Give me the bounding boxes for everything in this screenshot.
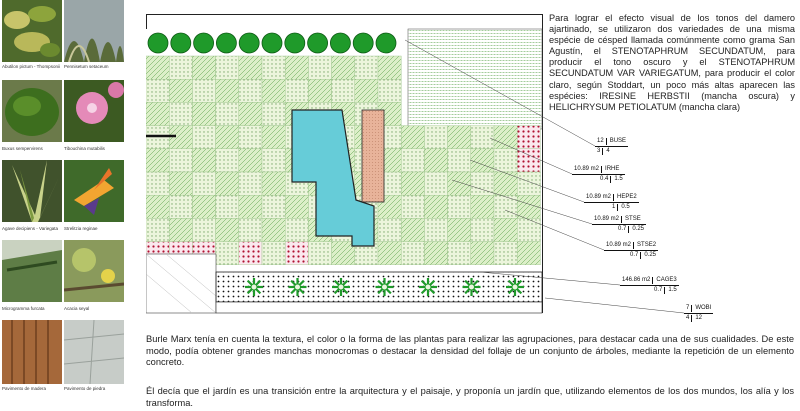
photo-caption: Pavimento de piedra xyxy=(64,386,106,391)
lawn-tile xyxy=(494,126,517,149)
lawn-tile xyxy=(401,172,424,195)
legend-value: 12 xyxy=(691,315,702,322)
photo-pennisetum xyxy=(64,0,124,62)
photo-caption: Agave decipiens - Variegata xyxy=(2,226,58,231)
lawn-tile xyxy=(239,195,262,218)
legend-area: 10.89 m2 xyxy=(574,166,600,172)
legend-value: 0.4 xyxy=(600,176,609,182)
tree xyxy=(353,33,373,53)
flower-bed xyxy=(517,126,540,149)
lawn-tile xyxy=(424,195,447,218)
lawn-tile xyxy=(146,56,169,79)
photo-agave xyxy=(2,160,62,222)
lawn-tile xyxy=(448,172,471,195)
lawn-tile xyxy=(146,149,169,172)
lawn-tile xyxy=(401,126,424,149)
shrub xyxy=(332,278,350,296)
legend-value: 1 xyxy=(612,204,616,210)
tree xyxy=(194,33,214,53)
tree xyxy=(376,33,396,53)
lawn-tile xyxy=(471,195,494,218)
lawn-tile xyxy=(401,218,424,241)
legend-code: STSE2 xyxy=(633,242,656,249)
legend-value: 3 xyxy=(597,148,601,154)
legend-area: 10.89 m2 xyxy=(606,242,632,248)
tree xyxy=(216,33,236,53)
lawn-tile xyxy=(448,126,471,149)
legend-code: BUSE xyxy=(606,138,626,145)
photo-strelitzia xyxy=(64,160,124,222)
legend-value: 0.25 xyxy=(628,226,644,233)
legend-value: 1.5 xyxy=(664,287,676,294)
lawn-tile xyxy=(355,79,378,102)
legend-code: STSE xyxy=(621,216,641,223)
tree xyxy=(308,33,328,53)
lawn-tile xyxy=(216,172,239,195)
photo-abutilon xyxy=(2,0,62,62)
lawn-tile xyxy=(262,79,285,102)
lawn-tile xyxy=(378,242,401,265)
shrub xyxy=(419,278,437,296)
legend-count: 7 xyxy=(686,305,690,311)
lawn-tile xyxy=(517,242,540,265)
shrub xyxy=(506,278,524,296)
photo-caption: Tibouchina mutabilis xyxy=(64,146,105,151)
tree xyxy=(239,33,259,53)
lawn-tile xyxy=(216,126,239,149)
photo-caption: Buxus sempervirens xyxy=(2,146,43,151)
lawn-tile xyxy=(239,102,262,125)
photo-caption: Pennisetum setaceum xyxy=(64,64,109,69)
lawn-tile xyxy=(239,149,262,172)
photo-microgramma xyxy=(2,240,62,302)
flower-bed xyxy=(239,242,262,265)
lawn-tile xyxy=(494,172,517,195)
lawn-tile xyxy=(471,149,494,172)
lawn-tile xyxy=(448,218,471,241)
lawn-tile xyxy=(424,149,447,172)
tree xyxy=(262,33,282,53)
legend-code: HEPE2 xyxy=(613,194,637,201)
lawn-tile xyxy=(262,126,285,149)
legend-code: IRHE xyxy=(601,166,619,173)
lawn-tile xyxy=(424,242,447,265)
legend-irhe xyxy=(572,166,625,183)
intro-paragraph: Para lograr el efecto visual de los tonos del damero ajartinado, se utilizaron dos variedades de una misma espécie de césped llamada comúnmente como grama San Agustín, el STENOTAPHRUM SECUNDATUM, para producir el tono oscuro y el STENOTAPHRUM SECUNDATUM VAR VARIEGATUM, para producir el color claro, según Stoddart, un poco más altas aparecen las espécies: IRESINE HERBSTII (mancha oscura) y HELICHRYSUM PETIOLATUM (mancha clara) xyxy=(549,13,795,112)
lawn-tile xyxy=(216,79,239,102)
lawn-tile xyxy=(192,56,215,79)
legend-area: 146.86 m2 xyxy=(622,277,651,283)
tree xyxy=(148,33,168,53)
plant-photo-column xyxy=(0,0,130,411)
photo-caption: Acacia seyal xyxy=(64,306,90,311)
lawn-tile xyxy=(192,195,215,218)
legend-buse xyxy=(595,138,628,155)
photo-wood-deck xyxy=(2,320,62,384)
lawn-tile xyxy=(146,195,169,218)
shrub xyxy=(289,278,307,296)
tree xyxy=(171,33,191,53)
legend-value: 1.5 xyxy=(610,176,622,183)
lawn-tile xyxy=(169,79,192,102)
legend-value: 4 xyxy=(602,148,609,155)
lawn-tile xyxy=(494,218,517,241)
legend-area: 10.89 m2 xyxy=(594,216,620,222)
shrub xyxy=(463,278,481,296)
lawn-tile xyxy=(378,56,401,79)
photo-caption: Microgramma furcata xyxy=(2,306,45,311)
lawn-tile xyxy=(169,172,192,195)
flower-bed xyxy=(285,242,308,265)
flower-bed xyxy=(517,149,540,172)
lawn-tile xyxy=(308,79,331,102)
lawn-tile xyxy=(169,218,192,241)
photo-caption: Abutilon pictum - Thompsonii xyxy=(2,64,60,69)
legend-code: WOBI xyxy=(691,305,711,312)
lawn-tile xyxy=(332,56,355,79)
legend-value: 0.7 xyxy=(630,252,639,258)
garden-plan xyxy=(146,14,546,329)
legend-code: CAGE3 xyxy=(652,277,676,284)
lawn-tile xyxy=(192,102,215,125)
intro-text xyxy=(549,13,795,113)
photo-buxus xyxy=(2,80,62,142)
legend-wobi xyxy=(684,305,713,322)
legend-hepe2 xyxy=(584,194,639,211)
tree xyxy=(285,33,305,53)
lawn-tile xyxy=(285,56,308,79)
lawn-tile xyxy=(285,195,308,218)
photo-acacia xyxy=(64,240,124,302)
lawn-tile xyxy=(332,242,355,265)
legend-value: 0.25 xyxy=(640,252,656,259)
shrub xyxy=(376,278,394,296)
shrub xyxy=(245,278,263,296)
legend-value: 0.7 xyxy=(654,287,663,293)
legend-cage3 xyxy=(620,277,679,294)
legend-stse2 xyxy=(604,242,658,259)
lawn-tile xyxy=(192,149,215,172)
terracotta-bed xyxy=(362,110,384,202)
photo-caption: Strelitzia reginae xyxy=(64,226,98,231)
photo-stone-paving xyxy=(64,320,124,384)
photo-tibouchina xyxy=(64,80,124,142)
tree xyxy=(330,33,350,53)
lawn-tile xyxy=(216,218,239,241)
lawn-tile xyxy=(517,195,540,218)
lawn-tile xyxy=(471,242,494,265)
photo-caption: Pavimento de madera xyxy=(2,386,47,391)
lawn-tile xyxy=(239,56,262,79)
lawn-tile xyxy=(262,218,285,241)
legend-area: 10.89 m2 xyxy=(586,194,612,200)
paragraph-burle-marx: Burle Marx tenía en cuenta la textura, el color o la forma de las plantas para realizar las agrupaciones, para destacar cada una de sus cualidades. De este modo, podía obtener grandes manchas monocromas o destacar la densidad del follaje de un conjunto de árboles, mediante la repetición de un elemento concreto. xyxy=(146,334,794,367)
legend-value: 0.7 xyxy=(618,226,627,232)
lawn-tile xyxy=(146,102,169,125)
legend-stse xyxy=(592,216,646,233)
paragraph-transition: Él decía que el jardín es una transición entre la arquitectura y el paisaje, y proponía un jardín que, utilizando elementos de los dos mundos, los alía y los transforma. xyxy=(146,386,794,408)
legend-count: 12 xyxy=(597,138,604,144)
legend-value: 0.5 xyxy=(617,204,629,211)
legend-value: 4 xyxy=(686,315,690,321)
lawn-tile xyxy=(262,172,285,195)
